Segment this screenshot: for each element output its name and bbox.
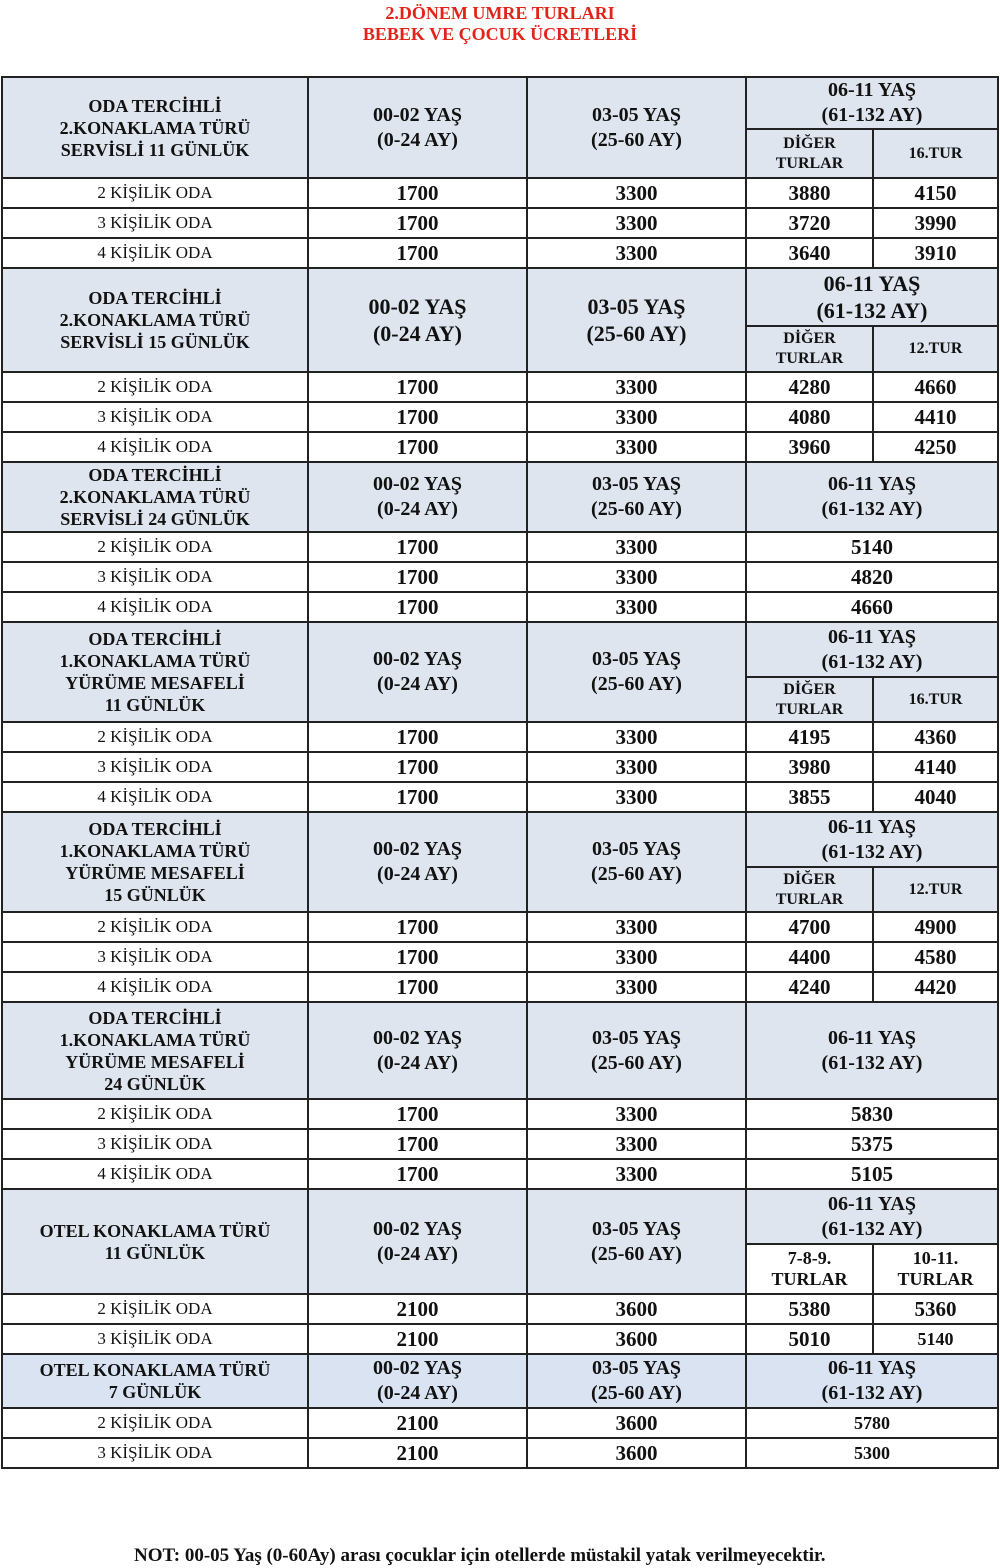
subheader-tour-group-1: DİĞER TURLAR <box>746 677 873 722</box>
section-label: OTEL KONAKLAMA TÜRÜ 11 GÜNLÜK <box>2 1189 308 1294</box>
age-header-6-11: 06-11 YAŞ (61-132 AY) <box>746 1002 998 1099</box>
price-6-11-group-2: 5360 <box>873 1294 998 1324</box>
price-0-2: 1700 <box>308 372 527 402</box>
price-3-5: 3300 <box>527 1099 746 1129</box>
table-row <box>2 402 998 432</box>
price-0-2: 1700 <box>308 178 527 208</box>
table-row <box>2 1159 998 1189</box>
age-header-3-5: 03-05 YAŞ (25-60 AY) <box>527 622 746 722</box>
price-0-2: 1700 <box>308 942 527 972</box>
table-row <box>2 532 998 562</box>
footer-note: NOT: 00-05 Yaş (0-60Ay) arası çocuklar için otellerde müstakil yatak verilmeyecektir. <box>134 1545 826 1566</box>
price-6-11-group-2: 4040 <box>873 782 998 812</box>
table-row <box>2 1408 998 1438</box>
price-3-5: 3300 <box>527 432 746 462</box>
price-3-5: 3300 <box>527 238 746 268</box>
section-header-row <box>2 1189 998 1244</box>
room-type: 3 KİŞİLİK ODA <box>2 1438 308 1468</box>
price-6-11-group-1: 5380 <box>746 1294 873 1324</box>
age-header-6-11: 06-11 YAŞ (61-132 AY) <box>746 268 998 326</box>
room-type: 4 KİŞİLİK ODA <box>2 238 308 268</box>
room-type: 3 KİŞİLİK ODA <box>2 942 308 972</box>
price-0-2: 1700 <box>308 238 527 268</box>
price-3-5: 3600 <box>527 1438 746 1468</box>
page-title: 2.DÖNEM UMRE TURLARI <box>385 3 615 23</box>
table-row <box>2 752 998 782</box>
price-6-11-group-1: 4080 <box>746 402 873 432</box>
price-6-11: 4820 <box>746 562 998 592</box>
subheader-tour-group-2: 12.TUR <box>873 867 998 912</box>
table-row <box>2 592 998 622</box>
table-row <box>2 432 998 462</box>
age-header-0-2: 00-02 YAŞ (0-24 AY) <box>308 622 527 722</box>
room-type: 3 KİŞİLİK ODA <box>2 752 308 782</box>
price-6-11: 5830 <box>746 1099 998 1129</box>
room-type: 2 KİŞİLİK ODA <box>2 1294 308 1324</box>
section-header-row <box>2 812 998 867</box>
age-header-3-5: 03-05 YAŞ (25-60 AY) <box>527 268 746 372</box>
section-label: ODA TERCİHLİ 1.KONAKLAMA TÜRÜ YÜRÜME MESAFELİ 15 GÜNLÜK <box>2 812 308 912</box>
table-row <box>2 1324 998 1354</box>
age-header-6-11: 06-11 YAŞ (61-132 AY) <box>746 462 998 532</box>
table-row <box>2 372 998 402</box>
room-type: 2 KİŞİLİK ODA <box>2 372 308 402</box>
price-0-2: 1700 <box>308 1159 527 1189</box>
price-3-5: 3300 <box>527 1129 746 1159</box>
price-0-2: 1700 <box>308 208 527 238</box>
subheader-tour-group-1: 7-8-9. TURLAR <box>746 1244 873 1294</box>
table-row <box>2 1129 998 1159</box>
table-row <box>2 912 998 942</box>
section-header-row <box>2 622 998 677</box>
price-0-2: 2100 <box>308 1324 527 1354</box>
price-3-5: 3600 <box>527 1408 746 1438</box>
room-type: 2 KİŞİLİK ODA <box>2 1408 308 1438</box>
price-0-2: 1700 <box>308 532 527 562</box>
age-header-0-2: 00-02 YAŞ (0-24 AY) <box>308 462 527 532</box>
table-row <box>2 972 998 1002</box>
price-6-11-group-2: 4140 <box>873 752 998 782</box>
section-label: ODA TERCİHLİ 1.KONAKLAMA TÜRÜ YÜRÜME MESAFELİ 24 GÜNLÜK <box>2 1002 308 1099</box>
price-6-11: 5140 <box>746 532 998 562</box>
room-type: 2 KİŞİLİK ODA <box>2 178 308 208</box>
subheader-tour-group-1: DİĞER TURLAR <box>746 867 873 912</box>
age-header-3-5: 03-05 YAŞ (25-60 AY) <box>527 1354 746 1408</box>
room-type: 2 KİŞİLİK ODA <box>2 912 308 942</box>
price-6-11-group-1: 3720 <box>746 208 873 238</box>
price-3-5: 3300 <box>527 592 746 622</box>
subheader-tour-group-2: 16.TUR <box>873 129 998 178</box>
price-0-2: 1700 <box>308 782 527 812</box>
price-3-5: 3300 <box>527 972 746 1002</box>
price-6-11-group-2: 4420 <box>873 972 998 1002</box>
price-6-11-group-2: 5140 <box>873 1324 998 1354</box>
price-0-2: 2100 <box>308 1294 527 1324</box>
price-3-5: 3300 <box>527 532 746 562</box>
price-3-5: 3300 <box>527 1159 746 1189</box>
price-6-11-group-2: 4150 <box>873 178 998 208</box>
price-0-2: 1700 <box>308 592 527 622</box>
price-6-11-group-1: 4400 <box>746 942 873 972</box>
age-header-6-11: 06-11 YAŞ (61-132 AY) <box>746 812 998 867</box>
age-header-3-5: 03-05 YAŞ (25-60 AY) <box>527 1189 746 1294</box>
age-header-0-2: 00-02 YAŞ (0-24 AY) <box>308 77 527 178</box>
room-type: 4 KİŞİLİK ODA <box>2 972 308 1002</box>
price-6-11-group-2: 4410 <box>873 402 998 432</box>
table-row <box>2 722 998 752</box>
age-header-3-5: 03-05 YAŞ (25-60 AY) <box>527 77 746 178</box>
price-table <box>1 76 999 1469</box>
price-0-2: 1700 <box>308 752 527 782</box>
table-row <box>2 1294 998 1324</box>
section-label: ODA TERCİHLİ 1.KONAKLAMA TÜRÜ YÜRÜME MESAFELİ 11 GÜNLÜK <box>2 622 308 722</box>
price-6-11-group-1: 4700 <box>746 912 873 942</box>
price-0-2: 1700 <box>308 1129 527 1159</box>
price-0-2: 2100 <box>308 1438 527 1468</box>
room-type: 4 KİŞİLİK ODA <box>2 432 308 462</box>
table-row <box>2 238 998 268</box>
price-6-11-group-2: 4900 <box>873 912 998 942</box>
price-3-5: 3600 <box>527 1294 746 1324</box>
room-type: 4 KİŞİLİK ODA <box>2 782 308 812</box>
table-row <box>2 178 998 208</box>
price-0-2: 1700 <box>308 912 527 942</box>
price-0-2: 1700 <box>308 562 527 592</box>
subheader-tour-group-1: DİĞER TURLAR <box>746 129 873 178</box>
age-header-6-11: 06-11 YAŞ (61-132 AY) <box>746 1189 998 1244</box>
subheader-tour-group-1: DİĞER TURLAR <box>746 326 873 372</box>
price-6-11-group-1: 3855 <box>746 782 873 812</box>
price-3-5: 3300 <box>527 752 746 782</box>
table-row <box>2 942 998 972</box>
room-type: 3 KİŞİLİK ODA <box>2 1324 308 1354</box>
price-3-5: 3300 <box>527 208 746 238</box>
price-6-11: 5375 <box>746 1129 998 1159</box>
section-header-row <box>2 462 998 532</box>
price-0-2: 1700 <box>308 1099 527 1129</box>
price-3-5: 3300 <box>527 178 746 208</box>
subheader-tour-group-2: 10-11. TURLAR <box>873 1244 998 1294</box>
room-type: 2 KİŞİLİK ODA <box>2 1099 308 1129</box>
price-0-2: 2100 <box>308 1408 527 1438</box>
section-label: ODA TERCİHLİ 2.KONAKLAMA TÜRÜ SERVİSLİ 24 GÜNLÜK <box>2 462 308 532</box>
age-header-0-2: 00-02 YAŞ (0-24 AY) <box>308 1354 527 1408</box>
age-header-3-5: 03-05 YAŞ (25-60 AY) <box>527 462 746 532</box>
price-3-5: 3300 <box>527 372 746 402</box>
price-3-5: 3300 <box>527 722 746 752</box>
price-6-11-group-1: 4280 <box>746 372 873 402</box>
section-label: OTEL KONAKLAMA TÜRÜ 7 GÜNLÜK <box>2 1354 308 1408</box>
price-0-2: 1700 <box>308 972 527 1002</box>
age-header-6-11: 06-11 YAŞ (61-132 AY) <box>746 77 998 129</box>
room-type: 2 KİŞİLİK ODA <box>2 722 308 752</box>
room-type: 3 KİŞİLİK ODA <box>2 562 308 592</box>
section-header-row <box>2 268 998 326</box>
table-row <box>2 1438 998 1468</box>
price-3-5: 3300 <box>527 912 746 942</box>
price-3-5: 3300 <box>527 782 746 812</box>
section-header-row <box>2 1354 998 1408</box>
price-6-11-group-1: 5010 <box>746 1324 873 1354</box>
section-label: ODA TERCİHLİ 2.KONAKLAMA TÜRÜ SERVİSLİ 15 GÜNLÜK <box>2 268 308 372</box>
subheader-tour-group-2: 16.TUR <box>873 677 998 722</box>
room-type: 4 KİŞİLİK ODA <box>2 1159 308 1189</box>
price-6-11-group-2: 4360 <box>873 722 998 752</box>
age-header-0-2: 00-02 YAŞ (0-24 AY) <box>308 1002 527 1099</box>
price-6-11-group-1: 4240 <box>746 972 873 1002</box>
age-header-6-11: 06-11 YAŞ (61-132 AY) <box>746 622 998 677</box>
section-label: ODA TERCİHLİ 2.KONAKLAMA TÜRÜ SERVİSLİ 11 GÜNLÜK <box>2 77 308 178</box>
room-type: 3 KİŞİLİK ODA <box>2 402 308 432</box>
age-header-0-2: 00-02 YAŞ (0-24 AY) <box>308 812 527 912</box>
price-6-11-group-1: 3960 <box>746 432 873 462</box>
table-row <box>2 782 998 812</box>
price-6-11: 5105 <box>746 1159 998 1189</box>
price-6-11-group-2: 4250 <box>873 432 998 462</box>
age-header-0-2: 00-02 YAŞ (0-24 AY) <box>308 268 527 372</box>
price-6-11-group-2: 3990 <box>873 208 998 238</box>
price-3-5: 3300 <box>527 942 746 972</box>
table-row <box>2 562 998 592</box>
room-type: 3 KİŞİLİK ODA <box>2 1129 308 1159</box>
price-0-2: 1700 <box>308 402 527 432</box>
price-6-11-group-1: 3640 <box>746 238 873 268</box>
section-header-row <box>2 77 998 129</box>
age-header-6-11: 06-11 YAŞ (61-132 AY) <box>746 1354 998 1408</box>
table-row <box>2 208 998 238</box>
room-type: 3 KİŞİLİK ODA <box>2 208 308 238</box>
price-6-11-group-1: 4195 <box>746 722 873 752</box>
price-6-11-group-2: 3910 <box>873 238 998 268</box>
price-6-11-group-2: 4580 <box>873 942 998 972</box>
price-3-5: 3300 <box>527 562 746 592</box>
age-header-0-2: 00-02 YAŞ (0-24 AY) <box>308 1189 527 1294</box>
price-6-11: 5300 <box>746 1438 998 1468</box>
page-subtitle: BEBEK VE ÇOCUK ÜCRETLERİ <box>362 24 638 44</box>
table-row <box>2 1099 998 1129</box>
price-6-11-group-1: 3880 <box>746 178 873 208</box>
price-0-2: 1700 <box>308 722 527 752</box>
section-header-row <box>2 1002 998 1099</box>
price-3-5: 3600 <box>527 1324 746 1354</box>
price-3-5: 3300 <box>527 402 746 432</box>
price-6-11-group-2: 4660 <box>873 372 998 402</box>
room-type: 2 KİŞİLİK ODA <box>2 532 308 562</box>
price-6-11: 4660 <box>746 592 998 622</box>
age-header-3-5: 03-05 YAŞ (25-60 AY) <box>527 1002 746 1099</box>
price-6-11-group-1: 3980 <box>746 752 873 782</box>
subheader-tour-group-2: 12.TUR <box>873 326 998 372</box>
room-type: 4 KİŞİLİK ODA <box>2 592 308 622</box>
age-header-3-5: 03-05 YAŞ (25-60 AY) <box>527 812 746 912</box>
price-6-11: 5780 <box>746 1408 998 1438</box>
price-0-2: 1700 <box>308 432 527 462</box>
